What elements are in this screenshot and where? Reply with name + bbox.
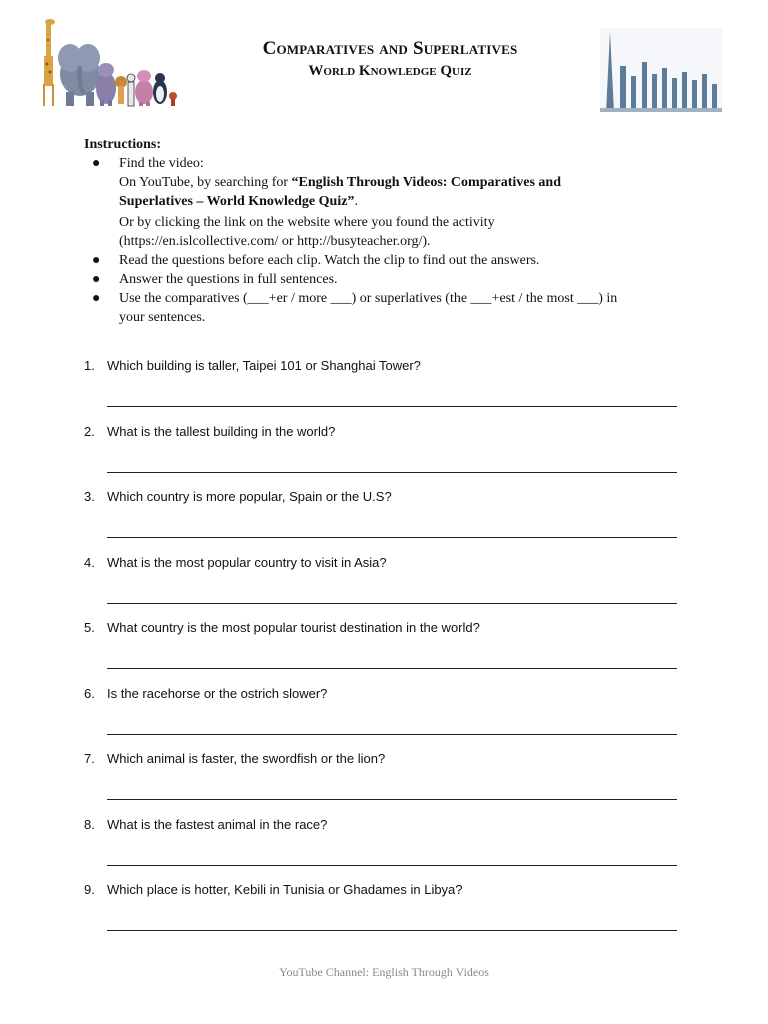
instruction-item (84, 251, 694, 270)
instruction-item (84, 289, 694, 327)
answer-line[interactable] (107, 930, 677, 931)
question-item (84, 751, 684, 817)
question-text: Is the racehorse or the ostrich slower? (107, 685, 328, 701)
elephant-icon (58, 44, 100, 106)
answer-line[interactable] (107, 668, 677, 669)
question-number: 5. (84, 620, 95, 635)
page-footer: YouTube Channel: English Through Videos (279, 965, 489, 979)
hippo-icon (96, 63, 116, 106)
instruction-text: Find the video: (119, 156, 204, 171)
answer-line[interactable] (107, 799, 677, 800)
animals-illustration (36, 16, 182, 110)
bullet-icon: ● (92, 272, 101, 287)
instruction-search-text (119, 173, 694, 192)
question-number: 6. (84, 685, 95, 701)
question-text: What country is the most popular tourist destination in the world? (107, 620, 480, 635)
answer-line[interactable] (107, 865, 677, 866)
video-title-part1: “English Through Videos: Comparatives and (291, 175, 561, 190)
question-item (84, 555, 684, 621)
instruction-text: your sentences. (119, 310, 206, 325)
giraffe-icon (43, 19, 55, 106)
instructions-list (84, 154, 694, 327)
answer-line[interactable] (107, 734, 677, 735)
question-text: Which animal is faster, the swordfish or the lion? (107, 751, 386, 766)
question-text: Which building is taller, Taipei 101 or Shanghai Tower? (107, 358, 421, 373)
bullet-icon: ● (92, 253, 101, 268)
bullet-icon: ● (92, 291, 101, 306)
page-subtitle: World Knowledge Quiz (308, 63, 472, 79)
question-item (84, 882, 684, 948)
penguin-icon (153, 73, 167, 104)
instruction-text: Or by clicking the link on the website where you found the activity (119, 215, 495, 230)
answer-line[interactable] (107, 472, 677, 473)
answer-line[interactable] (107, 603, 677, 604)
answer-line[interactable] (107, 406, 677, 407)
period: . (354, 194, 358, 209)
question-text: Which place is hotter, Kebili in Tunisia or Ghadames in Libya? (107, 882, 463, 897)
instruction-search-text-cont (119, 192, 694, 211)
question-item (84, 620, 684, 686)
instruction-item (84, 154, 694, 251)
question-text: What is the fastest animal in the race? (107, 816, 328, 832)
instructions-heading: Instructions: (84, 137, 162, 152)
question-item (84, 358, 684, 424)
instructions-section (84, 135, 694, 327)
bullet-icon: ● (92, 156, 101, 171)
answer-line[interactable] (107, 537, 677, 538)
question-item (84, 686, 684, 752)
question-number: 2. (84, 423, 95, 439)
question-item (84, 817, 684, 883)
questions-list (84, 358, 684, 948)
question-number: 7. (84, 751, 95, 766)
pink-hippo-icon (135, 70, 153, 106)
video-title-part2: Superlatives – World Knowledge Quiz” (119, 194, 355, 209)
instruction-text: Read the questions before each clip. Watch the clip to find out the answers. (119, 253, 540, 268)
question-number: 1. (84, 358, 95, 373)
instruction-text: Use the comparatives (___+er / more ___) or superlatives (the ___+est / the most ___) in (119, 291, 618, 306)
page-title: Comparatives and Superlatives (262, 38, 518, 59)
skyscrapers-illustration (600, 28, 722, 112)
question-text: What is the most popular country to visit in Asia? (107, 554, 387, 570)
instruction-text: Answer the questions in full sentences. (119, 272, 338, 287)
question-item (84, 424, 684, 490)
search-prefix: On YouTube, by searching for (119, 175, 292, 190)
instruction-links[interactable]: (https://en.islcollective.com/ or http://busyteacher.org/). (119, 234, 431, 249)
question-number: 3. (84, 489, 95, 504)
question-item (84, 489, 684, 555)
question-text: Which country is more popular, Spain or the U.S? (107, 489, 392, 504)
question-number: 4. (84, 554, 95, 570)
instruction-item (84, 270, 694, 289)
question-number: 9. (84, 882, 95, 897)
lion-icon (115, 76, 127, 104)
question-number: 8. (84, 816, 95, 832)
lemur-icon (169, 92, 177, 106)
question-text: What is the tallest building in the world? (107, 423, 336, 439)
zebra-icon (127, 74, 135, 106)
title-block (190, 38, 590, 80)
